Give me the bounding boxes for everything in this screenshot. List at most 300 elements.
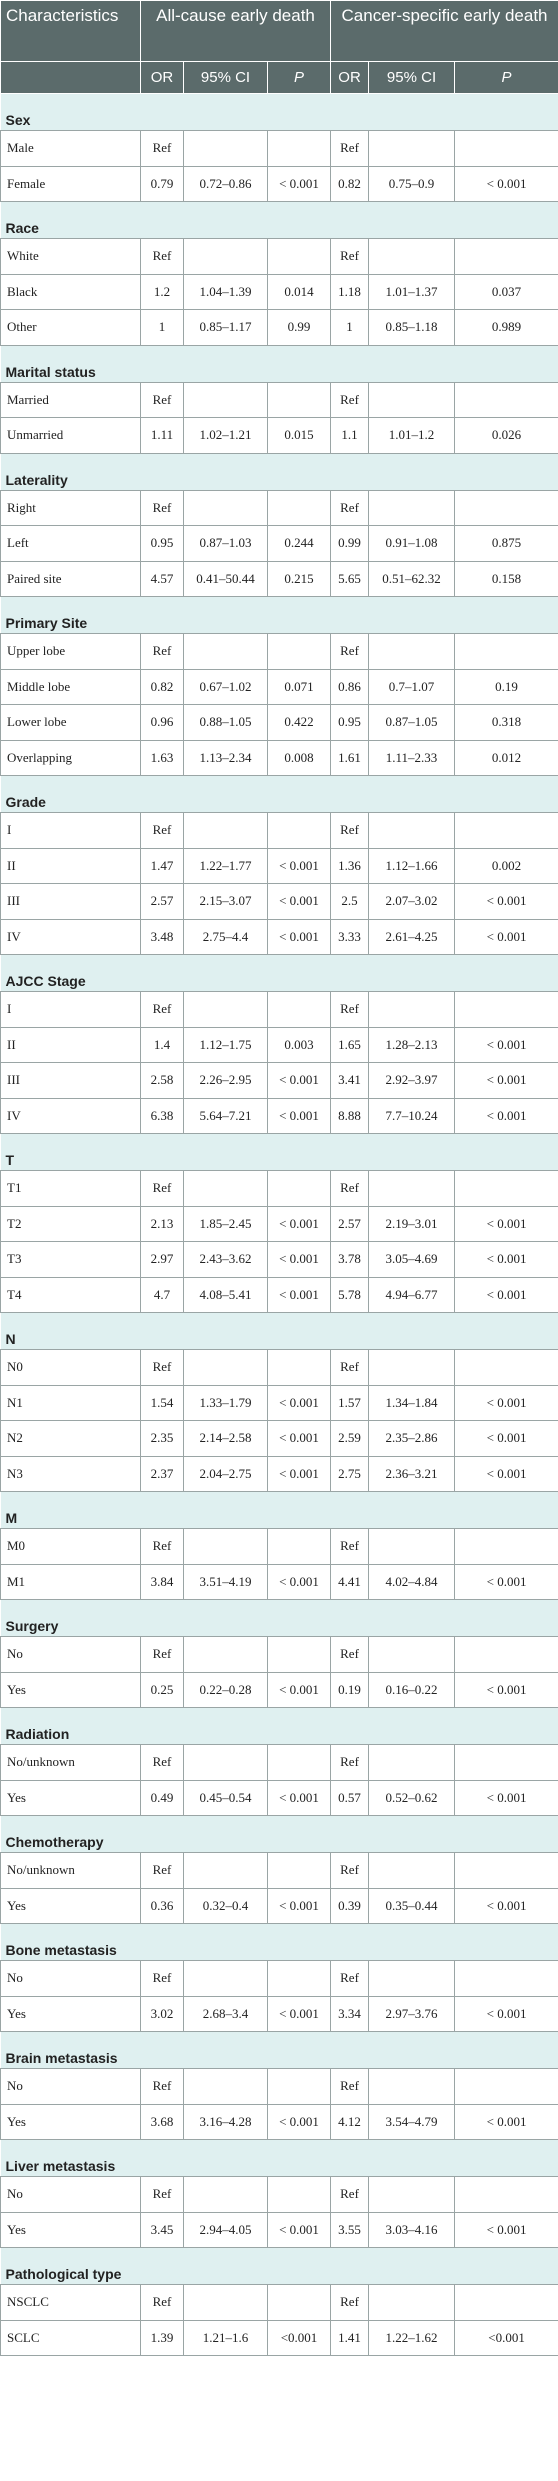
- cancer-specific-p: < 0.001: [455, 2212, 558, 2248]
- table-row: [1, 2104, 558, 2140]
- all-cause-or: 4.7: [141, 1277, 184, 1313]
- characteristic-label: Other: [1, 310, 141, 346]
- group-title: Race: [1, 202, 558, 239]
- cancer-specific-or: Ref: [331, 2069, 369, 2105]
- cancer-specific-or: 0.95: [331, 705, 369, 741]
- group-header-row: [1, 2140, 558, 2177]
- characteristic-label: Unmarried: [1, 418, 141, 454]
- cancer-specific-ci: 2.36–3.21: [369, 1456, 455, 1492]
- characteristic-label: Male: [1, 131, 141, 167]
- cancer-specific-or: Ref: [331, 813, 369, 849]
- cancer-specific-ci: 1.11–2.33: [369, 740, 455, 776]
- all-cause-or: 1.2: [141, 274, 184, 310]
- all-cause-ci: [184, 1350, 268, 1386]
- header-row-sub: [1, 62, 558, 94]
- cancer-specific-ci: 0.87–1.05: [369, 705, 455, 741]
- group-title: Grade: [1, 776, 558, 813]
- all-cause-or: 2.37: [141, 1456, 184, 1492]
- cancer-specific-or: Ref: [331, 1853, 369, 1889]
- group-title: Marital status: [1, 345, 558, 382]
- group-header-row: [1, 2032, 558, 2069]
- characteristic-label: Yes: [1, 2212, 141, 2248]
- characteristic-label: Upper lobe: [1, 634, 141, 670]
- characteristic-label: Right: [1, 490, 141, 526]
- cancer-specific-or: 3.41: [331, 1063, 369, 1099]
- cancer-specific-or: 4.41: [331, 1564, 369, 1600]
- all-cause-p: < 0.001: [268, 919, 331, 955]
- all-cause-ci: [184, 2069, 268, 2105]
- all-cause-or: Ref: [141, 1961, 184, 1997]
- group-header-row: [1, 202, 558, 239]
- all-cause-p: [268, 1745, 331, 1781]
- cancer-specific-or: 1: [331, 310, 369, 346]
- all-cause-p: [268, 634, 331, 670]
- all-cause-ci: [184, 1853, 268, 1889]
- table-row: [1, 1637, 558, 1673]
- characteristic-label: SCLC: [1, 2320, 141, 2356]
- all-cause-p: < 0.001: [268, 1385, 331, 1421]
- all-cause-ci: 0.32–0.4: [184, 1888, 268, 1924]
- all-cause-or: 2.13: [141, 1206, 184, 1242]
- cancer-specific-or: Ref: [331, 490, 369, 526]
- table-row: [1, 2069, 558, 2105]
- characteristic-label: Middle lobe: [1, 669, 141, 705]
- all-cause-ci: 2.15–3.07: [184, 884, 268, 920]
- cancer-specific-ci: [369, 490, 455, 526]
- cancer-specific-p: [455, 1350, 558, 1386]
- cancer-specific-ci: 0.85–1.18: [369, 310, 455, 346]
- all-cause-p: [268, 1350, 331, 1386]
- cancer-specific-or: 1.57: [331, 1385, 369, 1421]
- cancer-specific-ci: [369, 382, 455, 418]
- all-cause-or: Ref: [141, 1637, 184, 1673]
- table-row: [1, 1996, 558, 2032]
- all-cause-ci: 2.75–4.4: [184, 919, 268, 955]
- all-cause-or: Ref: [141, 1171, 184, 1207]
- all-cause-ci: [184, 992, 268, 1028]
- cancer-specific-ci: 3.03–4.16: [369, 2212, 455, 2248]
- all-cause-ci: 0.87–1.03: [184, 526, 268, 562]
- group-title: N: [1, 1313, 558, 1350]
- characteristic-label: White: [1, 239, 141, 275]
- table-row: [1, 2212, 558, 2248]
- all-cause-or: 0.95: [141, 526, 184, 562]
- all-cause-ci: [184, 1961, 268, 1997]
- cancer-specific-ci: 0.91–1.08: [369, 526, 455, 562]
- all-cause-p: < 0.001: [268, 1206, 331, 1242]
- cancer-specific-ci: [369, 1961, 455, 1997]
- all-cause-ci: 2.14–2.58: [184, 1421, 268, 1457]
- cancer-specific-p: 0.989: [455, 310, 558, 346]
- group-header-row: [1, 2248, 558, 2285]
- cancer-specific-ci: 1.01–1.37: [369, 274, 455, 310]
- cancer-specific-or: 2.75: [331, 1456, 369, 1492]
- all-cause-p: < 0.001: [268, 1456, 331, 1492]
- cancer-specific-or: 3.78: [331, 1242, 369, 1278]
- table-row: [1, 1745, 558, 1781]
- all-cause-p: [268, 2177, 331, 2213]
- all-cause-p: [268, 1637, 331, 1673]
- characteristic-label: I: [1, 992, 141, 1028]
- table-row: [1, 1780, 558, 1816]
- all-cause-or: 2.58: [141, 1063, 184, 1099]
- characteristic-label: M0: [1, 1529, 141, 1565]
- cancer-specific-p: < 0.001: [455, 1242, 558, 1278]
- group-title: Radiation: [1, 1708, 558, 1745]
- cancer-specific-p: < 0.001: [455, 2104, 558, 2140]
- cancer-specific-or: 0.86: [331, 669, 369, 705]
- table-row: [1, 848, 558, 884]
- group-title: Bone metastasis: [1, 1924, 558, 1961]
- all-cause-p: < 0.001: [268, 2104, 331, 2140]
- header-row-main: [1, 1, 558, 62]
- all-cause-or: 0.36: [141, 1888, 184, 1924]
- table-row: [1, 1564, 558, 1600]
- table-row: [1, 1350, 558, 1386]
- table-row: [1, 1242, 558, 1278]
- all-cause-or: 1.63: [141, 740, 184, 776]
- all-cause-p: < 0.001: [268, 1098, 331, 1134]
- all-cause-ci: 0.85–1.17: [184, 310, 268, 346]
- cancer-specific-p: < 0.001: [455, 166, 558, 202]
- cancer-specific-ci: 1.12–1.66: [369, 848, 455, 884]
- group-header-row: [1, 597, 558, 634]
- cancer-specific-or: Ref: [331, 1529, 369, 1565]
- cancer-specific-ci: [369, 1529, 455, 1565]
- table-row: [1, 239, 558, 275]
- cancer-specific-p: < 0.001: [455, 1206, 558, 1242]
- all-cause-p: [268, 992, 331, 1028]
- characteristic-label: No: [1, 2069, 141, 2105]
- all-cause-ci: [184, 634, 268, 670]
- cancer-specific-p: < 0.001: [455, 1564, 558, 1600]
- characteristic-label: Yes: [1, 1996, 141, 2032]
- cancer-specific-p: 0.012: [455, 740, 558, 776]
- all-cause-ci: 2.68–3.4: [184, 1996, 268, 2032]
- characteristic-label: I: [1, 813, 141, 849]
- table-row: [1, 669, 558, 705]
- header-ci: 95% CI: [369, 62, 455, 94]
- all-cause-ci: 1.12–1.75: [184, 1027, 268, 1063]
- all-cause-ci: 2.43–3.62: [184, 1242, 268, 1278]
- all-cause-or: 0.82: [141, 669, 184, 705]
- all-cause-or: 0.49: [141, 1780, 184, 1816]
- group-header-row: [1, 1816, 558, 1853]
- characteristic-label: IV: [1, 1098, 141, 1134]
- cancer-specific-or: 0.57: [331, 1780, 369, 1816]
- all-cause-or: 2.97: [141, 1242, 184, 1278]
- cancer-specific-or: 4.12: [331, 2104, 369, 2140]
- all-cause-or: Ref: [141, 1529, 184, 1565]
- characteristic-label: No/unknown: [1, 1853, 141, 1889]
- cancer-specific-p: < 0.001: [455, 1277, 558, 1313]
- all-cause-p: 0.003: [268, 1027, 331, 1063]
- header-ci: 95% CI: [184, 62, 268, 94]
- cancer-specific-ci: [369, 239, 455, 275]
- table-row: [1, 1171, 558, 1207]
- group-title: M: [1, 1492, 558, 1529]
- table-row: [1, 1529, 558, 1565]
- cancer-specific-or: Ref: [331, 239, 369, 275]
- all-cause-ci: [184, 1171, 268, 1207]
- all-cause-ci: [184, 813, 268, 849]
- cancer-specific-p: < 0.001: [455, 1888, 558, 1924]
- cancer-specific-p: [455, 992, 558, 1028]
- group-header-row: [1, 1600, 558, 1637]
- all-cause-p: [268, 1961, 331, 1997]
- cancer-specific-p: [455, 131, 558, 167]
- all-cause-or: 1.11: [141, 418, 184, 454]
- all-cause-p: < 0.001: [268, 1242, 331, 1278]
- cancer-specific-ci: [369, 1350, 455, 1386]
- characteristic-label: III: [1, 884, 141, 920]
- cancer-specific-p: < 0.001: [455, 884, 558, 920]
- all-cause-p: < 0.001: [268, 2212, 331, 2248]
- cancer-specific-or: Ref: [331, 634, 369, 670]
- table-row: [1, 2285, 558, 2321]
- characteristic-label: Lower lobe: [1, 705, 141, 741]
- all-cause-ci: 0.72–0.86: [184, 166, 268, 202]
- cancer-specific-p: [455, 1637, 558, 1673]
- cancer-specific-ci: 2.35–2.86: [369, 1421, 455, 1457]
- all-cause-or: 3.84: [141, 1564, 184, 1600]
- cancer-specific-or: 0.82: [331, 166, 369, 202]
- cancer-specific-ci: 0.7–1.07: [369, 669, 455, 705]
- characteristic-label: T2: [1, 1206, 141, 1242]
- all-cause-or: Ref: [141, 1350, 184, 1386]
- cancer-specific-p: [455, 2069, 558, 2105]
- all-cause-ci: [184, 2177, 268, 2213]
- all-cause-ci: [184, 239, 268, 275]
- cancer-specific-ci: 3.54–4.79: [369, 2104, 455, 2140]
- table-row: [1, 310, 558, 346]
- all-cause-ci: 1.22–1.77: [184, 848, 268, 884]
- all-cause-or: Ref: [141, 1745, 184, 1781]
- table-row: [1, 166, 558, 202]
- cancer-specific-p: <0.001: [455, 2320, 558, 2356]
- cancer-specific-ci: 0.51–62.32: [369, 561, 455, 597]
- group-title: Primary Site: [1, 597, 558, 634]
- cancer-specific-ci: 0.16–0.22: [369, 1672, 455, 1708]
- cancer-specific-or: 0.39: [331, 1888, 369, 1924]
- table-row: [1, 526, 558, 562]
- all-cause-p: 0.008: [268, 740, 331, 776]
- table-row: [1, 561, 558, 597]
- table-row: [1, 1063, 558, 1099]
- group-header-row: [1, 453, 558, 490]
- table-row: [1, 1098, 558, 1134]
- cancer-specific-p: 0.875: [455, 526, 558, 562]
- table-row: [1, 1206, 558, 1242]
- all-cause-p: < 0.001: [268, 1780, 331, 1816]
- table-row: [1, 2320, 558, 2356]
- group-title: Brain metastasis: [1, 2032, 558, 2069]
- table-row: [1, 634, 558, 670]
- cancer-specific-p: 0.002: [455, 848, 558, 884]
- all-cause-p: 0.99: [268, 310, 331, 346]
- characteristic-label: III: [1, 1063, 141, 1099]
- characteristic-label: T3: [1, 1242, 141, 1278]
- cancer-specific-ci: [369, 2285, 455, 2321]
- cancer-specific-or: Ref: [331, 1961, 369, 1997]
- cancer-specific-or: Ref: [331, 2285, 369, 2321]
- characteristic-label: II: [1, 848, 141, 884]
- characteristic-label: Overlapping: [1, 740, 141, 776]
- all-cause-ci: 1.13–2.34: [184, 740, 268, 776]
- characteristic-label: Yes: [1, 2104, 141, 2140]
- cancer-specific-or: 3.34: [331, 1996, 369, 2032]
- all-cause-or: 3.48: [141, 919, 184, 955]
- all-cause-or: Ref: [141, 2285, 184, 2321]
- all-cause-p: < 0.001: [268, 166, 331, 202]
- cancer-specific-p: [455, 1961, 558, 1997]
- characteristic-label: Yes: [1, 1780, 141, 1816]
- characteristic-label: T1: [1, 1171, 141, 1207]
- group-header-row: [1, 955, 558, 992]
- cancer-specific-or: 5.78: [331, 1277, 369, 1313]
- all-cause-p: [268, 382, 331, 418]
- all-cause-or: 3.02: [141, 1996, 184, 2032]
- cancer-specific-or: Ref: [331, 382, 369, 418]
- cancer-specific-ci: [369, 2177, 455, 2213]
- cancer-specific-p: [455, 239, 558, 275]
- cancer-specific-ci: [369, 1853, 455, 1889]
- cancer-specific-p: < 0.001: [455, 1385, 558, 1421]
- all-cause-or: 6.38: [141, 1098, 184, 1134]
- cancer-specific-ci: 0.75–0.9: [369, 166, 455, 202]
- cancer-specific-or: 1.41: [331, 2320, 369, 2356]
- cancer-specific-ci: [369, 131, 455, 167]
- all-cause-ci: 1.21–1.6: [184, 2320, 268, 2356]
- characteristic-label: No: [1, 1961, 141, 1997]
- table-row: [1, 884, 558, 920]
- group-title: T: [1, 1134, 558, 1171]
- cancer-specific-p: [455, 1745, 558, 1781]
- group-title: Surgery: [1, 1600, 558, 1637]
- cancer-specific-p: < 0.001: [455, 1027, 558, 1063]
- all-cause-or: Ref: [141, 1853, 184, 1889]
- characteristic-label: Female: [1, 166, 141, 202]
- cancer-specific-p: < 0.001: [455, 1672, 558, 1708]
- cancer-specific-p: 0.318: [455, 705, 558, 741]
- characteristic-label: N0: [1, 1350, 141, 1386]
- characteristic-label: NSCLC: [1, 2285, 141, 2321]
- cancer-specific-or: Ref: [331, 1745, 369, 1781]
- all-cause-ci: 0.41–50.44: [184, 561, 268, 597]
- all-cause-p: < 0.001: [268, 1996, 331, 2032]
- cancer-specific-ci: 4.94–6.77: [369, 1277, 455, 1313]
- all-cause-ci: 0.67–1.02: [184, 669, 268, 705]
- cancer-specific-or: 2.57: [331, 1206, 369, 1242]
- header-p: P: [455, 62, 558, 94]
- cancer-specific-p: [455, 1171, 558, 1207]
- group-header-row: [1, 1313, 558, 1350]
- group-header-row: [1, 345, 558, 382]
- table-row: [1, 1385, 558, 1421]
- cancer-specific-ci: 4.02–4.84: [369, 1564, 455, 1600]
- cancer-specific-or: Ref: [331, 131, 369, 167]
- cancer-specific-or: 5.65: [331, 561, 369, 597]
- characteristic-label: N3: [1, 1456, 141, 1492]
- all-cause-p: 0.215: [268, 561, 331, 597]
- cancer-specific-or: Ref: [331, 1350, 369, 1386]
- cancer-specific-p: < 0.001: [455, 1996, 558, 2032]
- table-row: [1, 813, 558, 849]
- cancer-specific-ci: [369, 1171, 455, 1207]
- all-cause-ci: 1.33–1.79: [184, 1385, 268, 1421]
- all-cause-p: 0.014: [268, 274, 331, 310]
- cancer-specific-ci: [369, 2069, 455, 2105]
- cancer-specific-ci: [369, 992, 455, 1028]
- all-cause-ci: [184, 490, 268, 526]
- cancer-specific-or: 8.88: [331, 1098, 369, 1134]
- all-cause-ci: 2.04–2.75: [184, 1456, 268, 1492]
- table-row: [1, 382, 558, 418]
- cancer-specific-or: 2.5: [331, 884, 369, 920]
- all-cause-ci: 0.88–1.05: [184, 705, 268, 741]
- all-cause-or: Ref: [141, 2177, 184, 2213]
- group-title: Sex: [1, 94, 558, 131]
- characteristic-label: Yes: [1, 1672, 141, 1708]
- table-row: [1, 1027, 558, 1063]
- all-cause-p: [268, 2285, 331, 2321]
- cancer-specific-p: < 0.001: [455, 1098, 558, 1134]
- cancer-specific-p: [455, 813, 558, 849]
- all-cause-p: [268, 1529, 331, 1565]
- header-all-cause-early-death: All-cause early death: [141, 1, 331, 62]
- characteristic-label: Left: [1, 526, 141, 562]
- characteristic-label: T4: [1, 1277, 141, 1313]
- header-or: OR: [141, 62, 184, 94]
- all-cause-or: 1: [141, 310, 184, 346]
- cancer-specific-p: < 0.001: [455, 1780, 558, 1816]
- group-header-row: [1, 776, 558, 813]
- all-cause-p: [268, 2069, 331, 2105]
- cancer-specific-ci: 1.28–2.13: [369, 1027, 455, 1063]
- all-cause-or: Ref: [141, 490, 184, 526]
- table-row: [1, 274, 558, 310]
- cancer-specific-or: Ref: [331, 992, 369, 1028]
- all-cause-ci: 5.64–7.21: [184, 1098, 268, 1134]
- all-cause-p: [268, 239, 331, 275]
- cancer-specific-p: [455, 2177, 558, 2213]
- all-cause-or: Ref: [141, 2069, 184, 2105]
- all-cause-ci: [184, 1637, 268, 1673]
- all-cause-or: 1.39: [141, 2320, 184, 2356]
- table-row: [1, 705, 558, 741]
- table-row: [1, 1853, 558, 1889]
- cancer-specific-p: < 0.001: [455, 1421, 558, 1457]
- all-cause-ci: 4.08–5.41: [184, 1277, 268, 1313]
- all-cause-p: < 0.001: [268, 1277, 331, 1313]
- cancer-specific-ci: 0.35–0.44: [369, 1888, 455, 1924]
- header-cancer-specific-early-death: Cancer-specific early death: [331, 1, 558, 62]
- all-cause-ci: 3.51–4.19: [184, 1564, 268, 1600]
- all-cause-p: [268, 813, 331, 849]
- all-cause-p: 0.244: [268, 526, 331, 562]
- all-cause-p: < 0.001: [268, 848, 331, 884]
- all-cause-or: Ref: [141, 239, 184, 275]
- cancer-specific-ci: 2.07–3.02: [369, 884, 455, 920]
- group-title: AJCC Stage: [1, 955, 558, 992]
- cancer-specific-or: 1.61: [331, 740, 369, 776]
- all-cause-or: Ref: [141, 131, 184, 167]
- all-cause-or: 2.57: [141, 884, 184, 920]
- all-cause-p: [268, 1853, 331, 1889]
- cancer-specific-ci: 1.34–1.84: [369, 1385, 455, 1421]
- all-cause-or: 4.57: [141, 561, 184, 597]
- all-cause-p: 0.422: [268, 705, 331, 741]
